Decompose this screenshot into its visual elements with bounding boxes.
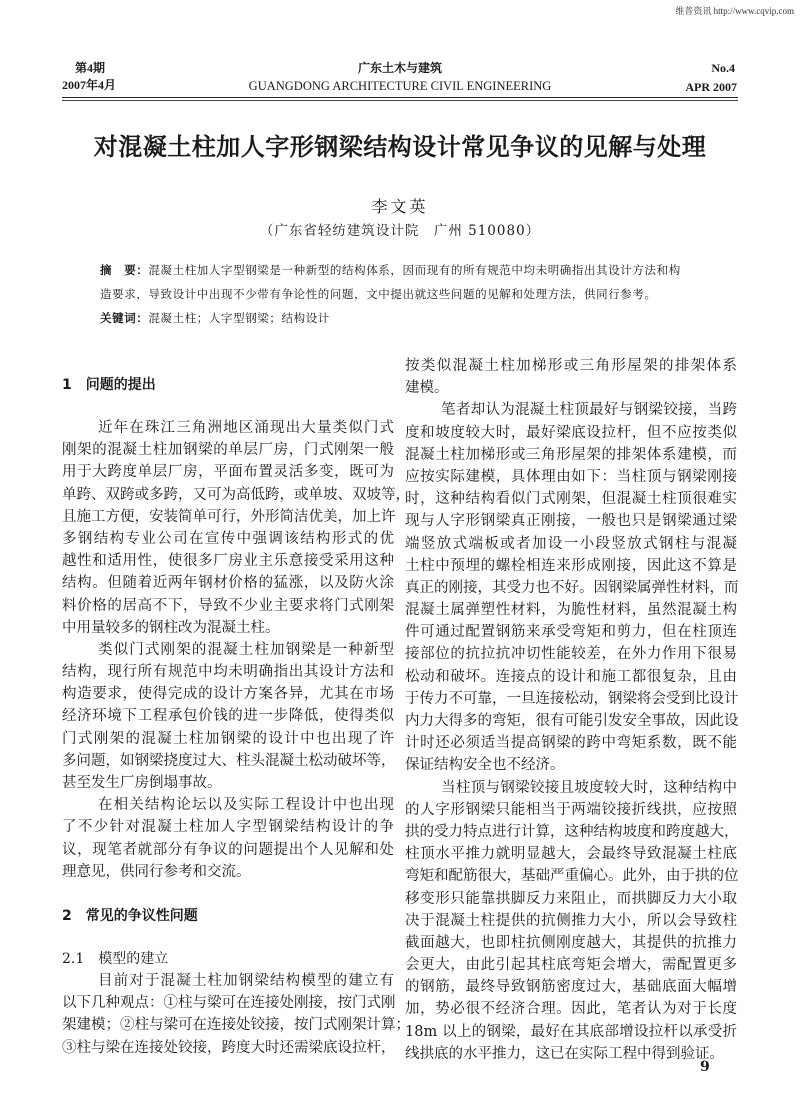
text-line: 拱的受力特点进行计算，这种结构坡度和跨度越大， (405, 823, 739, 840)
abstract-label: 摘 要： (100, 263, 149, 277)
text-line: 结构，现行所有规范中均未明确指出其设计方法和 (62, 664, 394, 681)
keywords-line (100, 311, 700, 325)
author-affiliation: （广东省轻纺建筑设计院 广州 510080） (259, 223, 541, 239)
issue-number-cn: 第4期 (75, 61, 106, 75)
text-line: 了不少针对混凝土柱加人字型钢梁结构设计的争 (62, 819, 394, 836)
text-line: 多钢结构专业公司在宣传中强调该结构形式的优 (62, 530, 394, 547)
text-line: 截面越大，也即柱抗侧刚度越大，其提供的抗推力 (405, 934, 737, 951)
author-name: 李文英 (371, 197, 429, 216)
issue-date-en: APR 2007 (685, 80, 737, 94)
text-line: 建模。 (405, 380, 449, 397)
text-line: 甚至发生厂房倒塌事故。 (62, 775, 222, 791)
text-line: 且施工方便，安装简单可行，外形简洁优美，加上许 (62, 508, 396, 525)
journal-name-cn: 广东土木与建筑 (357, 61, 442, 75)
subsection-heading-2-1: 2.1 模型的建立 (62, 951, 169, 967)
text-line: 当柱顶与钢梁铰接且坡度较大时，这种结构中 (441, 779, 737, 796)
section-heading-2: 2 常见的争议性问题 (62, 908, 198, 924)
text-line: 笔者却认为混凝土柱顶最好与钢梁铰接，当跨 (441, 402, 737, 419)
paragraph (405, 355, 737, 399)
text-line: 经济环境下工程承包价钱的进一步降低，使得类似 (62, 708, 394, 725)
source-watermark: 维普资讯 http://www.cqvip.com (675, 6, 794, 16)
text-line: 单跨、双跨或多跨，又可为高低跨，或单坡、双坡等， (62, 486, 410, 503)
text-line: 保证结构安全也不经济。 (405, 757, 565, 774)
text-line: 真正的刚接，其受力也不好。因钢梁属弹性材料，而 (405, 579, 739, 596)
text-line: 会更大，由此引起其柱底弯矩会增大，需配置更多 (405, 957, 737, 974)
header-rule (62, 97, 738, 98)
text-line: 混凝土柱加梯形或三角形屋架的排架体系建模，而 (405, 446, 737, 463)
left-column-body (62, 417, 410, 883)
text-line: 近年在珠江三角洲地区涌现出大量类似门式 (98, 420, 394, 436)
text-line: 时，这种结构看似门式刚架，但混凝土柱顶很难实 (405, 491, 737, 508)
text-line: 理意见，供同行参考和交流。 (62, 863, 251, 880)
text-line: 中用量较多的钢柱改为混凝土柱。 (62, 619, 280, 636)
right-column-body (405, 355, 737, 1065)
text-line: 接部位的抗拉抗冲切性能较差，在外力作用下很易 (405, 646, 737, 663)
text-line: 的人字形钢梁只能相当于两端铰接折线拱，应按照 (405, 801, 737, 818)
text-line: 多问题，如钢梁挠度过大、柱头混凝土松动破坏等， (62, 752, 396, 769)
text-line: 端竖放式端板或者加设一小段竖放式钢柱与混凝 (405, 535, 737, 552)
text-line: 刚架的混凝土柱加钢梁的单层厂房，门式刚架一般 (62, 442, 394, 459)
text-line: 的钢筋，最终导致钢筋密度过大，基础底面大幅增 (405, 979, 737, 996)
text-line: 目前对于混凝土柱加钢梁结构模型的建立有 (98, 973, 394, 989)
text-line: 以下几种观点：①柱与梁可在连接处刚接，按门式刚 (62, 995, 396, 1012)
text-line: 柱顶水平推力就明显越大，会最终导致混凝土柱底 (405, 846, 737, 863)
abstract-line-1 (100, 263, 700, 277)
text-line: 线拱底的水平推力，这已在实际工程中得到验证。 (405, 1045, 724, 1062)
text-line: 于传力不可靠，一旦连接松动，钢梁将会受到比设计 (405, 690, 739, 707)
section-heading-1: 1 问题的提出 (62, 377, 156, 393)
abstract-text: 混凝土柱加人字型钢梁是一种新型的结构体系，因而现有的所有规范中均未明确指出其设计方法和构 (148, 263, 681, 277)
text-line: 内力大得多的弯矩，很有可能引发安全事故，因此设 (405, 713, 739, 729)
issue-date-cn: 2007年4月 (62, 78, 117, 92)
issue-number-en: No.4 (711, 61, 735, 75)
text-line: 在相关结构论坛以及实际工程设计中也出现 (98, 797, 394, 814)
text-line: 加，势必很不经济合理。因此，笔者认为对于长度 (405, 1001, 737, 1018)
text-line: 18m 以上的钢梁，最好在其底部增设拉杆以承受折 (405, 1023, 737, 1040)
keywords-label: 关键词： (100, 311, 149, 325)
paragraph (405, 399, 737, 776)
text-line: 结构。但随着近两年钢材价格的猛涨，以及防火涂 (62, 575, 394, 592)
text-line: 松动和破坏。连接点的设计和施工都很复杂，且由 (405, 668, 737, 685)
text-line: 越性和适用性，使很多厂房业主乐意接受采用这种 (62, 553, 394, 570)
header-rule-thin (62, 100, 738, 101)
text-line: 决于混凝土柱提供的抗侧推力大小，所以会导致柱 (405, 912, 737, 929)
text-line: 移变形只能靠拱脚反力来阻止，而拱脚反力大小取 (405, 890, 737, 907)
article-title: 对混凝土柱加人字形钢梁结构设计常见争议的见解与处理 (93, 133, 707, 161)
text-line: 计时还必须适当提高钢梁的跨中弯矩系数，既不能 (405, 735, 737, 752)
text-line: 应按实际建模，具体理由如下：当柱顶与钢梁刚接 (405, 468, 737, 485)
text-line: ③柱与梁在连接处铰接，跨度大时还需梁底设拉杆， (62, 1039, 396, 1056)
paragraph (62, 417, 410, 639)
text-line: 用于大跨度单层厂房，平面布置灵活多变，既可为 (62, 464, 394, 481)
abstract-line-2 (100, 287, 700, 301)
text-line: 混凝土属弹塑性材料，为脆性材料，虽然混凝土构 (405, 602, 737, 619)
left-column-body-2-1 (62, 970, 410, 1059)
text-line: 度和坡度较大时，最好梁底设拉杆，但不应按类似 (405, 424, 737, 441)
abstract-text: 造要求，导致设计中出现不少带有争论性的问题，文中提出就这些问题的见解和处理方法，供同行参考。 (100, 287, 657, 301)
page-number: 9 (700, 1059, 710, 1075)
text-line: 议，现笔者就部分有争议的问题提出个人见解和处 (62, 841, 394, 858)
journal-name-en: GUANGDONG ARCHITECTURE CIVIL ENGINEERING (248, 79, 552, 93)
text-line: 架建模；②柱与梁可在连接处铰接，按门式刚架计算； (62, 1017, 410, 1034)
text-line: 弯矩和配筋很大，基础严重偏心。此外，由于拱的位 (405, 868, 739, 885)
text-line: 件可通过配置钢筋来承受弯矩和剪力，但在柱顶连 (405, 624, 737, 641)
keywords-text: 混凝土柱；人字型钢梁；结构设计 (148, 311, 330, 325)
text-line: 土柱中预埋的螺栓相连来形成刚接，因此这不算是 (405, 557, 737, 574)
text-line: 按类似混凝土柱加梯形或三角形屋架的排架体系 (405, 358, 737, 374)
text-line: 现与人字形钢梁真正刚接，一般也只是钢梁通过梁 (405, 513, 737, 530)
paragraph (62, 639, 394, 794)
text-line: 构造要求，使得完成的设计方案各异，尤其在市场 (62, 686, 394, 703)
paragraph (405, 777, 737, 1065)
text-line: 料价格的居高不下，导致不少业主要求将门式刚架 (62, 597, 394, 614)
text-line: 类似门式刚架的混凝土柱加钢梁是一种新型 (98, 641, 394, 658)
text-line: 门式刚架的混凝土柱加钢梁的设计中也出现了许 (62, 730, 394, 747)
paragraph (62, 794, 394, 883)
paragraph (62, 970, 410, 1059)
